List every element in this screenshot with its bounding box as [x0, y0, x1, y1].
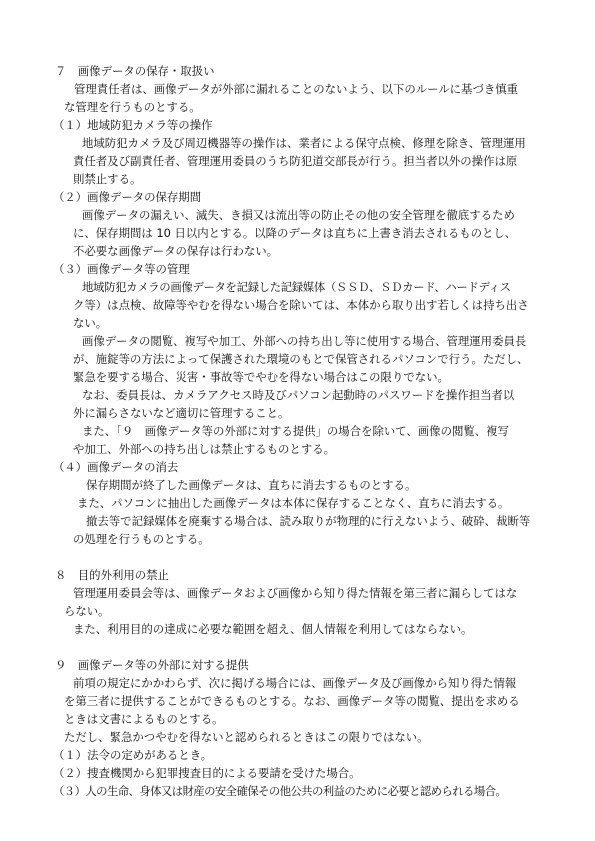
subsection-3-p1-line-2: ク等）は点検、故障等やむを得ない場合を除いては、本体から取り出す若しくは持ち出さ — [73, 298, 529, 312]
subsection-3-heading: （３）画像データ等の管理 — [53, 262, 190, 276]
subsection-3-p3-line-2: 外に漏らさないなど適切に管理すること。 — [73, 406, 290, 420]
subsection-3-p4-line-1: また、「９ 画像データ等の外部に対する提供」の場合を除いて、画像の閲覧、複写 — [82, 424, 509, 438]
subsection-1-line-2: 責任者及び副責任者、管理運用委員のうち防犯道交部長が行う。担当者以外の操作は原 — [73, 154, 518, 168]
section-8-line-1: 管理運用委員会等は、画像データおよび画像から知り得た情報を第三者に漏らしてはな — [73, 586, 518, 600]
section-7-intro-line-2: な管理を行うものとする。 — [64, 100, 201, 114]
subsection-3-p2-line-2: が、施錠等の方法によって保護された環境のもとで保管されるパソコンで行う。ただし、 — [73, 352, 529, 366]
subsection-2-line-3: 不必要な画像データの保存は行わない。 — [73, 244, 279, 258]
subsection-3-p3-line-1: なお、委員長は、カメラアクセス時及びパソコン起動時のパスワードを操作担当者以 — [82, 388, 515, 402]
subsection-3-p4-line-2: や加工、外部への持ち出しは禁止するものとする。 — [73, 442, 335, 456]
section-9-line-3: ときは文書によるものとする。 — [64, 712, 224, 726]
subsection-2-line-1: 画像データの漏えい、滅失、き損又は流出等の防止その他の安全管理を徹底するため — [82, 208, 515, 222]
section-8-heading: ８ 目的外利用の禁止 — [55, 568, 169, 582]
section-7-intro-line-1: 管理責任者は、画像データが外部に漏れることのないよう、以下のルールに基づき慎重 — [74, 82, 519, 96]
section-9-line-2: を第三者に提供することができるものとする。なお、画像データ等の閲覧、提出を求める — [64, 694, 520, 708]
subsection-3-p2-line-3: 緊急を要する場合、災害・事故等でやむを得ない場合はこの限りでない。 — [73, 370, 449, 384]
section-9-item-1: （１）法令の定めがあるとき。 — [53, 748, 213, 762]
section-8-line-3: また、利用目的の達成に必要な範囲を超え、個人情報を利用してはならない。 — [73, 622, 473, 636]
section-9-line-1: 前項の規定にかかわらず、次に掲げる場合には、画像データ及び画像から知り得た情報 — [73, 676, 517, 690]
subsection-1-heading: （１）地域防犯カメラ等の操作 — [53, 118, 213, 132]
subsection-4-heading: （４）画像データの消去 — [53, 460, 179, 474]
subsection-3-p1-line-1: 地域防犯カメラの画像データを記録した記録媒体（ＳＳＤ、ＳＤカード、ハードディス — [82, 280, 511, 294]
subsection-3-p1-line-3: ない。 — [73, 316, 108, 330]
section-9-line-4: ただし、緊急かつやむを得ないと認められるときはこの限りではない。 — [64, 730, 429, 744]
subsection-2-heading: （２）画像データの保存期間 — [53, 190, 202, 204]
section-7-heading: ７ 画像データの保存・取扱い — [55, 64, 215, 78]
subsection-2-line-2: に、保存期間は 10 日以内とする。以降のデータは直ちに上書き消去されるものとし、 — [73, 226, 517, 240]
subsection-3-p2-line-1: 画像データの閲覧、複写や加工、外部への持ち出し等に使用する場合、管理運用委員長 — [82, 334, 527, 348]
subsection-4-line-2: また、パソコンに抽出した画像データは本体に保存することなく、直ちに消去する。 — [77, 496, 510, 510]
subsection-4-line-1: 保存期間が終了した画像データは、直ちに消去するものとする。 — [86, 478, 417, 492]
section-8-line-2: らない。 — [64, 604, 110, 618]
subsection-1-line-3: 則禁止する。 — [73, 172, 142, 186]
section-9-item-2: （２）捜査機関から犯罪捜査目的による要請を受けた場合。 — [53, 766, 361, 780]
subsection-1-line-1: 地域防犯カメラ及び周辺機器等の操作は、業者による保守点検、修理を除き、管理運用 — [82, 136, 526, 150]
subsection-4-line-3: 撤去等で記録媒体を廃棄する場合は、読み取りが物理的に行えないよう、破砕、裁断等 — [86, 514, 531, 528]
section-9-item-3: （３）人の生命、身体又は財産の安全確保その他公共の利益のために必要と認められる場合。 — [53, 784, 507, 798]
section-9-heading: ９ 画像データ等の外部に対する提供 — [55, 658, 249, 672]
subsection-4-line-4: の処理を行うものとする。 — [73, 532, 210, 546]
